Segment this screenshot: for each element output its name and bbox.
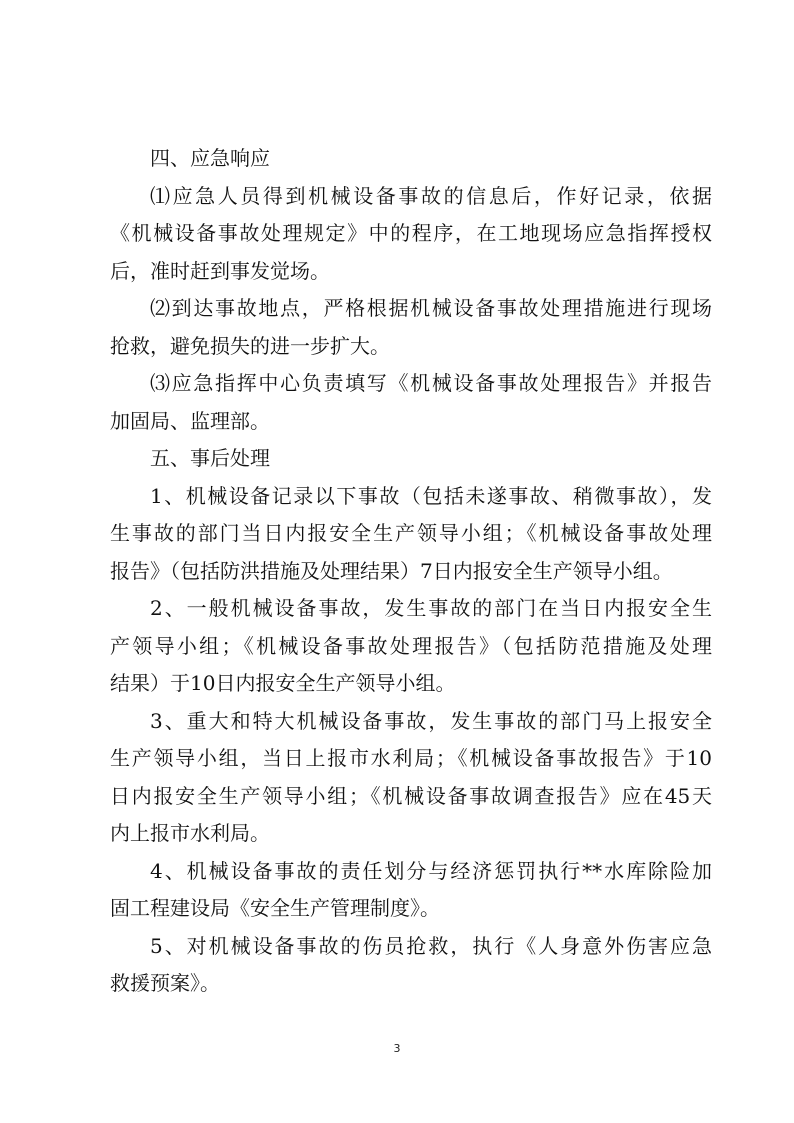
section-heading-aftermath: 五、事后处理 — [150, 446, 270, 470]
paragraph-line: 生产领导小组，当日上报市水利局；《机械设备事故报告》于10 — [110, 746, 712, 770]
paragraph-line: 报告》（包括防洪措施及处理结果）7日内报安全生产领导小组。 — [110, 558, 673, 583]
paragraph-line: ⑴应急人员得到机械设备事故的信息后，作好记录，依据 — [150, 183, 712, 208]
paragraph-line: 2、一般机械设备事故，发生事故的部门在当日内报安全生 — [150, 596, 712, 620]
paragraph-line: 5、对机械设备事故的伤员抢救，执行《人身意外伤害应急 — [150, 933, 712, 958]
paragraph-line: ⑶应急指挥中心负责填写《机械设备事故处理报告》并报告 — [150, 371, 712, 395]
paragraph-line: 救援预案》。 — [110, 971, 220, 995]
paragraph-line: 加固局、监理部。 — [110, 408, 270, 433]
paragraph-line: 日内报安全生产领导小组；《机械设备事故调查报告》应在45天 — [110, 783, 712, 808]
paragraph-line: 后，准时赶到事发觉场。 — [110, 258, 330, 283]
paragraph-line: 3、重大和特大机械设备事故，发生事故的部门马上报安全 — [150, 708, 712, 733]
document-body — [110, 140, 712, 1003]
section-heading-emergency-response: 四、应急响应 — [150, 146, 270, 170]
paragraph-line: 内上报市水利局。 — [110, 821, 270, 845]
paragraph-line: 生事故的部门当日内报安全生产领导小组；《机械设备事故处理 — [110, 521, 712, 545]
paragraph-line: 固工程建设局《安全生产管理制度》。 — [110, 896, 440, 920]
page-number: 3 — [393, 1042, 401, 1055]
paragraph-line: 抢救，避免损失的进一步扩大。 — [110, 333, 390, 358]
paragraph-line: 产领导小组；《机械设备事故处理报告》（包括防范措施及处理 — [110, 633, 712, 658]
paragraph-line: 4、机械设备事故的责任划分与经济惩罚执行**水库除险加 — [150, 858, 712, 883]
paragraph-line: 1、机械设备记录以下事故（包括未遂事故、稍微事故），发 — [150, 483, 712, 508]
paragraph-line: ⑵到达事故地点，严格根据机械设备事故处理措施进行现场 — [150, 296, 712, 320]
paragraph-line: 结果）于10日内报安全生产领导小组。 — [110, 671, 456, 695]
paragraph-line: 《机械设备事故处理规定》中的程序，在工地现场应急指挥授权 — [110, 221, 712, 245]
